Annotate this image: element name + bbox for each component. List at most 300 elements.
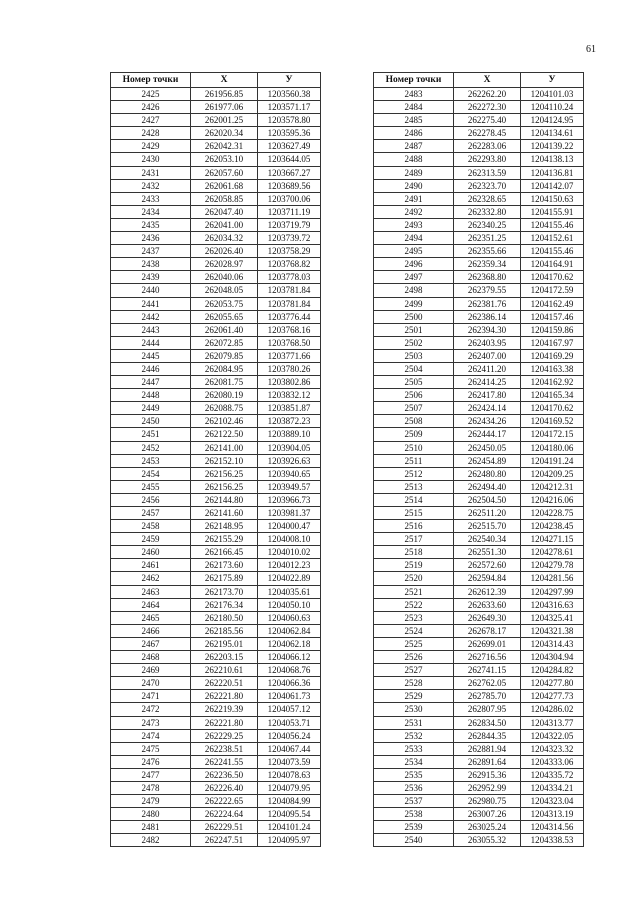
header-point-number: Номер точки [374,73,454,88]
cell-y: 1204335.72 [521,768,584,781]
table-row [111,362,321,375]
cell-x: 262229.51 [191,821,258,834]
cell-y: 1204152.61 [521,232,584,245]
table-row [374,441,584,454]
cell-point-number: 2501 [374,323,454,336]
cell-y: 1203719.79 [258,218,321,231]
cell-y: 1203802.86 [258,376,321,389]
cell-x: 262480.80 [454,467,521,480]
table-row [111,376,321,389]
cell-y: 1204322.05 [521,729,584,742]
cell-y: 1203700.06 [258,192,321,205]
cell-x: 262494.40 [454,480,521,493]
cell-y: 1204124.95 [521,114,584,127]
table-row [111,651,321,664]
cell-y: 1203578.80 [258,114,321,127]
cell-point-number: 2511 [374,454,454,467]
cell-point-number: 2462 [111,572,191,585]
header-point-number: Номер точки [111,73,191,88]
cell-y: 1203872.23 [258,415,321,428]
table-row [111,218,321,231]
cell-y: 1203560.38 [258,88,321,101]
cell-point-number: 2522 [374,598,454,611]
cell-point-number: 2493 [374,218,454,231]
cell-y: 1204338.53 [521,834,584,847]
cell-y: 1204057.12 [258,703,321,716]
cell-y: 1203832.12 [258,389,321,402]
table-row [374,677,584,690]
cell-y: 1203768.16 [258,323,321,336]
cell-x: 262144.80 [191,493,258,506]
table-row [111,755,321,768]
cell-x: 262180.50 [191,611,258,624]
table-row [111,245,321,258]
cell-y: 1204334.21 [521,781,584,794]
table-row [374,428,584,441]
cell-x: 262072.85 [191,336,258,349]
cell-x: 262411.20 [454,362,521,375]
cell-point-number: 2513 [374,480,454,493]
cell-point-number: 2464 [111,598,191,611]
table-row [374,690,584,703]
cell-y: 1204167.97 [521,336,584,349]
cell-point-number: 2442 [111,310,191,323]
cell-point-number: 2496 [374,258,454,271]
cell-point-number: 2499 [374,297,454,310]
cell-x: 262041.00 [191,218,258,231]
cell-point-number: 2520 [374,572,454,585]
cell-y: 1204304.94 [521,651,584,664]
cell-y: 1203926.63 [258,454,321,467]
cell-point-number: 2428 [111,127,191,140]
cell-y: 1204073.59 [258,755,321,768]
cell-x: 262152.10 [191,454,258,467]
table-row [374,310,584,323]
cell-point-number: 2451 [111,428,191,441]
table-row [374,153,584,166]
cell-point-number: 2537 [374,795,454,808]
cell-y: 1204180.06 [521,441,584,454]
table-row [374,284,584,297]
table-row [374,768,584,781]
table-row [374,533,584,546]
cell-x: 262053.75 [191,297,258,310]
cell-point-number: 2528 [374,677,454,690]
table-row [111,493,321,506]
cell-point-number: 2510 [374,441,454,454]
cell-x: 262034.32 [191,232,258,245]
cell-x: 262224.64 [191,808,258,821]
cell-y: 1204279.78 [521,559,584,572]
cell-y: 1203966.73 [258,493,321,506]
cell-point-number: 2484 [374,101,454,114]
cell-x: 262236.50 [191,768,258,781]
cell-point-number: 2505 [374,376,454,389]
table-row [374,703,584,716]
cell-point-number: 2540 [374,834,454,847]
cell-y: 1204142.07 [521,179,584,192]
cell-point-number: 2443 [111,323,191,336]
cell-x: 262080.19 [191,389,258,402]
table-row [374,742,584,755]
cell-x: 262540.34 [454,533,521,546]
cell-y: 1204095.54 [258,808,321,821]
table-row [111,349,321,362]
cell-point-number: 2488 [374,153,454,166]
table-row [111,336,321,349]
coordinates-table-right [373,72,584,847]
table-row [111,480,321,493]
cell-y: 1204163.38 [521,362,584,375]
table-row [374,271,584,284]
cell-point-number: 2429 [111,140,191,153]
cell-y: 1204134.61 [521,127,584,140]
cell-x: 262001.25 [191,114,258,127]
cell-y: 1204060.63 [258,611,321,624]
cell-point-number: 2463 [111,585,191,598]
table-header-row [374,73,584,88]
cell-y: 1204062.84 [258,624,321,637]
cell-point-number: 2455 [111,480,191,493]
cell-point-number: 2514 [374,493,454,506]
cell-point-number: 2517 [374,533,454,546]
cell-x: 262283.06 [454,140,521,153]
table-row [374,297,584,310]
cell-y: 1204212.31 [521,480,584,493]
table-row [374,389,584,402]
table-row [111,179,321,192]
cell-y: 1204068.76 [258,664,321,677]
cell-y: 1204035.61 [258,585,321,598]
cell-y: 1204172.59 [521,284,584,297]
table-row [111,808,321,821]
cell-y: 1204314.56 [521,821,584,834]
cell-point-number: 2431 [111,166,191,179]
cell-point-number: 2494 [374,232,454,245]
table-row [374,716,584,729]
cell-point-number: 2509 [374,428,454,441]
cell-point-number: 2533 [374,742,454,755]
cell-point-number: 2467 [111,637,191,650]
table-row [374,637,584,650]
cell-x: 262238.51 [191,742,258,755]
cell-x: 262844.35 [454,729,521,742]
cell-x: 262262.20 [454,88,521,101]
cell-y: 1204157.46 [521,310,584,323]
cell-point-number: 2472 [111,703,191,716]
cell-point-number: 2530 [374,703,454,716]
cell-point-number: 2444 [111,336,191,349]
table-row [374,572,584,585]
table-row [111,572,321,585]
cell-x: 262275.40 [454,114,521,127]
table-row [111,703,321,716]
cell-x: 262741.15 [454,664,521,677]
cell-y: 1204170.62 [521,271,584,284]
cell-x: 262195.01 [191,637,258,650]
cell-x: 263007.26 [454,808,521,821]
cell-y: 1204162.92 [521,376,584,389]
cell-y: 1204286.02 [521,703,584,716]
table-row [374,546,584,559]
cell-y: 1203644.05 [258,153,321,166]
table-row [111,192,321,205]
cell-x: 262088.75 [191,402,258,415]
table-row [111,664,321,677]
table-row [374,101,584,114]
table-row [111,690,321,703]
table-row [111,624,321,637]
table-row [111,795,321,808]
cell-point-number: 2480 [111,808,191,821]
cell-y: 1204066.36 [258,677,321,690]
cell-point-number: 2434 [111,205,191,218]
cell-x: 262203.15 [191,651,258,664]
cell-point-number: 2479 [111,795,191,808]
cell-y: 1204333.06 [521,755,584,768]
table-row [374,336,584,349]
cell-y: 1204159.86 [521,323,584,336]
cell-point-number: 2535 [374,768,454,781]
table-row [374,415,584,428]
table-row [111,232,321,245]
cell-y: 1204008.10 [258,533,321,546]
cell-point-number: 2506 [374,389,454,402]
cell-point-number: 2508 [374,415,454,428]
cell-y: 1204155.46 [521,218,584,231]
cell-x: 262028.97 [191,258,258,271]
cell-point-number: 2523 [374,611,454,624]
cell-x: 262328.65 [454,192,521,205]
cell-x: 262219.39 [191,703,258,716]
table-row [111,441,321,454]
cell-y: 1203889.10 [258,428,321,441]
cell-x: 262785.70 [454,690,521,703]
table-row [111,742,321,755]
cell-point-number: 2441 [111,297,191,310]
table-row [111,729,321,742]
table-row [374,127,584,140]
cell-point-number: 2445 [111,349,191,362]
table-row [111,677,321,690]
cell-x: 262359.34 [454,258,521,271]
cell-y: 1204066.12 [258,651,321,664]
cell-x: 262379.55 [454,284,521,297]
cell-x: 262141.00 [191,441,258,454]
cell-y: 1204325.41 [521,611,584,624]
cell-y: 1204138.13 [521,153,584,166]
cell-y: 1203780.26 [258,362,321,375]
cell-y: 1204277.73 [521,690,584,703]
cell-y: 1204101.03 [521,88,584,101]
cell-x: 262612.39 [454,585,521,598]
cell-y: 1204164.91 [521,258,584,271]
cell-point-number: 2438 [111,258,191,271]
cell-x: 261956.85 [191,88,258,101]
table-row [111,166,321,179]
cell-point-number: 2482 [111,834,191,847]
cell-x: 262511.20 [454,507,521,520]
cell-y: 1204084.99 [258,795,321,808]
cell-x: 262381.76 [454,297,521,310]
table-row [374,179,584,192]
cell-point-number: 2448 [111,389,191,402]
table-row [111,140,321,153]
cell-x: 262185.56 [191,624,258,637]
cell-point-number: 2440 [111,284,191,297]
cell-point-number: 2526 [374,651,454,664]
cell-point-number: 2449 [111,402,191,415]
table-row [374,651,584,664]
cell-x: 262293.80 [454,153,521,166]
cell-y: 1203667.27 [258,166,321,179]
cell-y: 1204172.15 [521,428,584,441]
cell-x: 263025.24 [454,821,521,834]
cell-x: 262229.25 [191,729,258,742]
cell-y: 1203739.72 [258,232,321,245]
cell-y: 1204278.61 [521,546,584,559]
table-row [374,781,584,794]
cell-y: 1204169.52 [521,415,584,428]
table-row [111,101,321,114]
cell-point-number: 2531 [374,716,454,729]
header-y: У [258,73,321,88]
cell-y: 1204000.47 [258,520,321,533]
cell-point-number: 2524 [374,624,454,637]
cell-x: 262368.80 [454,271,521,284]
table-row [111,467,321,480]
cell-y: 1204062.18 [258,637,321,650]
cell-point-number: 2532 [374,729,454,742]
cell-y: 1204216.06 [521,493,584,506]
cell-x: 262807.95 [454,703,521,716]
cell-y: 1204095.97 [258,834,321,847]
cell-y: 1203904.05 [258,441,321,454]
cell-point-number: 2502 [374,336,454,349]
page-number: 61 [586,44,596,55]
cell-x: 262081.75 [191,376,258,389]
cell-point-number: 2518 [374,546,454,559]
table-row [374,258,584,271]
cell-x: 262155.29 [191,533,258,546]
cell-y: 1203595.36 [258,127,321,140]
cell-point-number: 2465 [111,611,191,624]
table-row [374,166,584,179]
cell-point-number: 2461 [111,559,191,572]
cell-point-number: 2456 [111,493,191,506]
cell-x: 262881.94 [454,742,521,755]
table-row [374,114,584,127]
table-row [111,546,321,559]
cell-point-number: 2447 [111,376,191,389]
cell-point-number: 2475 [111,742,191,755]
cell-x: 262572.60 [454,559,521,572]
cell-point-number: 2468 [111,651,191,664]
table-row [374,402,584,415]
table-row [374,218,584,231]
table-row [374,611,584,624]
cell-x: 263055.32 [454,834,521,847]
cell-x: 262061.68 [191,179,258,192]
cell-y: 1204271.15 [521,533,584,546]
cell-y: 1204228.75 [521,507,584,520]
cell-x: 262278.45 [454,127,521,140]
table-row [374,349,584,362]
cell-y: 1204056.24 [258,729,321,742]
table-row [111,389,321,402]
cell-point-number: 2433 [111,192,191,205]
cell-point-number: 2469 [111,664,191,677]
cell-y: 1203758.29 [258,245,321,258]
table-row [111,611,321,624]
cell-y: 1204067.44 [258,742,321,755]
cell-x: 262040.06 [191,271,258,284]
table-row [374,559,584,572]
table-row [111,271,321,284]
cell-x: 262386.14 [454,310,521,323]
table-row [374,232,584,245]
cell-point-number: 2439 [111,271,191,284]
table-row [374,520,584,533]
table-row [374,834,584,847]
cell-point-number: 2432 [111,179,191,192]
cell-y: 1204323.32 [521,742,584,755]
cell-x: 262141.60 [191,507,258,520]
cell-y: 1204284.82 [521,664,584,677]
table-row [111,284,321,297]
table-row [374,362,584,375]
cell-x: 262450.05 [454,441,521,454]
cell-point-number: 2489 [374,166,454,179]
table-row [374,480,584,493]
cell-y: 1204150.63 [521,192,584,205]
coordinates-table-left [110,72,321,847]
table-row [111,559,321,572]
table-row [111,205,321,218]
cell-point-number: 2436 [111,232,191,245]
cell-point-number: 2459 [111,533,191,546]
cell-y: 1204313.77 [521,716,584,729]
cell-x: 262403.95 [454,336,521,349]
cell-x: 262058.85 [191,192,258,205]
cell-x: 262220.51 [191,677,258,690]
cell-x: 262176.34 [191,598,258,611]
cell-y: 1203771.66 [258,349,321,362]
cell-y: 1204050.10 [258,598,321,611]
cell-x: 262057.60 [191,166,258,179]
cell-x: 262084.95 [191,362,258,375]
cell-point-number: 2481 [111,821,191,834]
table-row [374,376,584,389]
table-row [111,781,321,794]
table-header-row [111,73,321,88]
cell-y: 1204053.71 [258,716,321,729]
cell-point-number: 2453 [111,454,191,467]
table-row [374,624,584,637]
cell-point-number: 2529 [374,690,454,703]
table-row [374,454,584,467]
table-row [111,428,321,441]
cell-y: 1204170.62 [521,402,584,415]
cell-point-number: 2476 [111,755,191,768]
cell-point-number: 2519 [374,559,454,572]
table-row [111,88,321,101]
cell-y: 1204169.29 [521,349,584,362]
cell-x: 262407.00 [454,349,521,362]
cell-x: 262762.05 [454,677,521,690]
table-row [111,127,321,140]
cell-point-number: 2457 [111,507,191,520]
